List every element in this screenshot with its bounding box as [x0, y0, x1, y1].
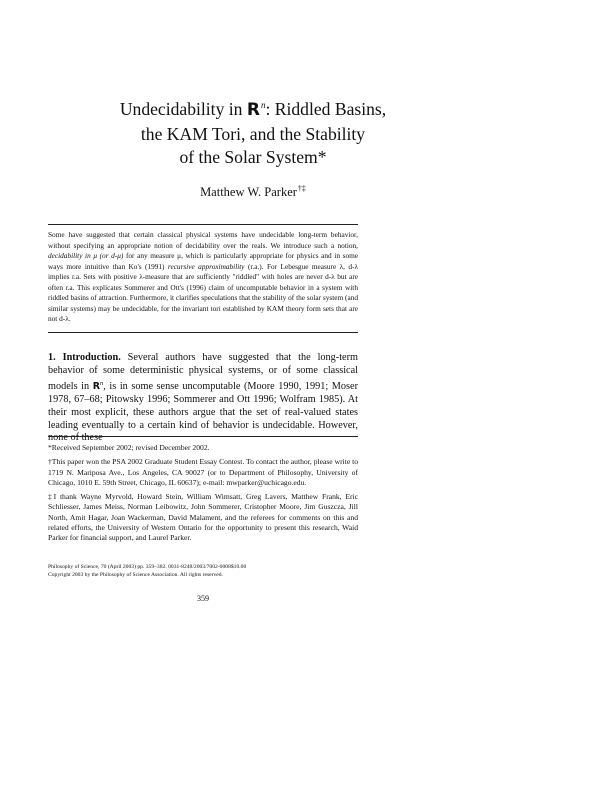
dimension-superscript: n [260, 100, 266, 110]
paper-title [48, 94, 458, 170]
introduction-paragraph: 1. Introduction. Several authors have suggested that the long-term behavior of some deterministic physical systems, or of some classical models in $R^n$, is in some sense uncomputable (Moore 1990, 1991; Moser 1978, 67–68; Pitowsky 1996; Sommerer and Ott 1996; Wolfram 1985). At their most explicit, these authors argue that the set of real-valued states leading eventually to a certain kind of behavior is undecidable. However, none of these [48, 352, 358, 444]
footnotes [48, 443, 358, 548]
copyright-line: Copyright 2003 by the Philosophy of Science Association. All rights reserved. [48, 572, 223, 579]
real-numbers-symbol: R [246, 100, 260, 120]
footnote-dagger: †This paper won the PSA 2002 Graduate Student Essay Contest. To contact the author, please write to 1719 N. Mariposa Ave., Los Angeles, CA 90027 (or to Department of Philosophy, University of Chicago, 1010 E. 59th Street, Chicago, IL 60637); e-mail: mwparker@uchicago.edu. [48, 457, 358, 487]
page-number: 359 [197, 594, 209, 603]
abstract: Some have suggested that certain classical physical systems have undecidable long-term behavior, without specifying an appropriate notion of decidability over the reals. We introduce such a notion, decidability in μ (or d-μ) for any measure μ, which is particularly appropriate for physics and in some ways more intuitive than Ko's (1991) recursive approximability (r.a.). For Lebesgue measure λ, d-λ implies r.a. Sets with positive λ-measure that are sufficiently "riddled" with holes are never d-λ but are often r.a. This explicates Sommerer and Ott's (1996) claim of uncomputable behavior in a system with riddled basins of attraction. Furthermore, it clarifies speculations that the stability of the solar system (and similar systems) may be undecidable, for the invariant tori established by KAM theory form sets that are not d-λ. [48, 230, 359, 324]
footnote-received: *Received September 2002; revised December 2002. [48, 443, 210, 452]
abstract-top-rule [48, 224, 358, 225]
author-name: Matthew W. Parker [200, 185, 297, 199]
real-numbers-symbol: R [92, 380, 101, 392]
abstract-bottom-rule [48, 332, 358, 333]
publication-info [48, 563, 358, 580]
title-line-2: the KAM Tori, and the Stability [140, 123, 366, 144]
citation-line: Philosophy of Science, 70 (April 2003) pp. 359–382. 0031-8248/2003/7002-0008$10.00 [48, 564, 247, 570]
abstract-term-recursive-approximability: recursive approximability [167, 261, 245, 271]
footnote-double-dagger: ‡I thank Wayne Myrvold, Howard Stein, William Wimsatt, Greg Lavers, Matthew Frank, Eric Schliesser, James Meiss, Norman Leibowitz, John Sommerer, Cristopher Moore, Jim Guszcza, Jill North, Amit Hagar, Joan Wackerman, David Malament, and the referees for comments on this and related efforts, the University of Western Ontario for the opportunity to present this research, Waid Parker for financial support, and Laurel Parker. [48, 492, 358, 543]
title-line-1: Undecidability in $R^n$: Riddled Basins, [119, 99, 387, 120]
title-line-3: of the Solar System* [179, 147, 327, 167]
section-heading: 1. Introduction. [48, 352, 121, 363]
author-line [48, 181, 458, 200]
footnote-separator [48, 436, 358, 437]
author-footnote-marks: †‡ [297, 184, 306, 193]
abstract-term-decidability: decidability in μ (or d-μ) [48, 251, 124, 261]
